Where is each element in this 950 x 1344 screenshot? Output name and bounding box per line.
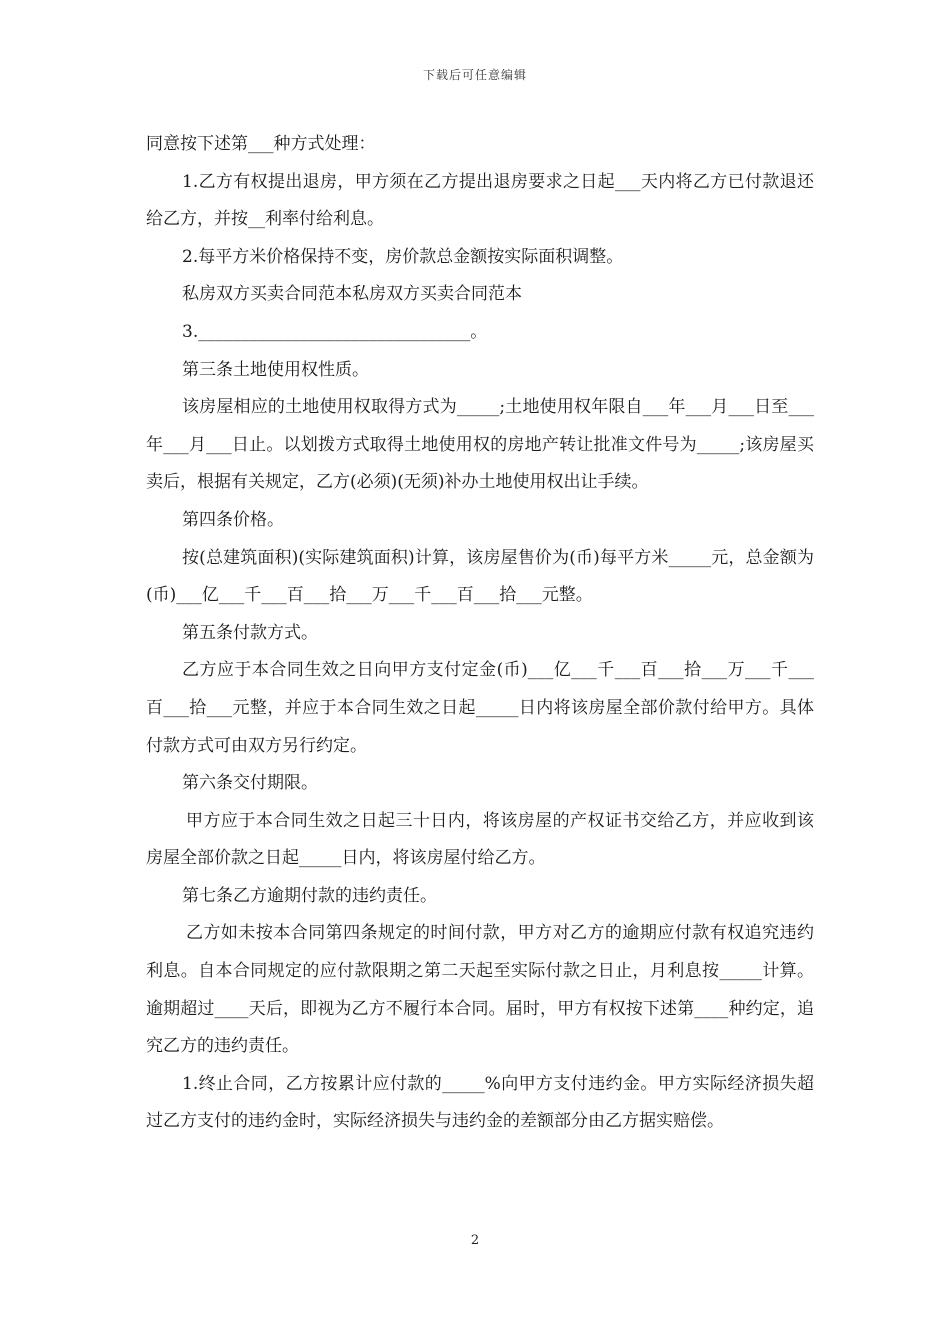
article-3-heading: 第三条土地使用权性质。	[182, 359, 369, 380]
document-body	[146, 126, 814, 1141]
article-7-heading: 第七条乙方逾期付款的违约责任。	[182, 885, 437, 906]
article-6-body: 甲方应于本合同生效之日起三十日内，将该房屋的产权证书交给乙方，并应收到该房屋全部价款之日起_____日内，将该房屋付给乙方。	[146, 810, 814, 869]
article-4-heading: 第四条价格。	[182, 509, 284, 530]
paragraph-option-price-adjust: 2.每平方米价格保持不变，房价款总金额按实际面积调整。	[182, 246, 624, 267]
page-header-note: 下载后可任意编辑	[422, 68, 527, 82]
page-number: 2	[470, 1233, 480, 1248]
article-5-body: 乙方应于本合同生效之日向甲方支付定金(币)___亿___千___百___拾___万___千___百___拾___元整，并应于本合同生效之日起_____日内将该房屋全部价款付给甲方。具体付款方式可由双方另行约定。	[146, 660, 814, 756]
article-5-heading: 第五条付款方式。	[182, 622, 318, 643]
article-6-heading: 第六条交付期限。	[182, 773, 318, 794]
article-7-option-terminate: 1.终止合同，乙方按累计应付款的_____%向甲方支付违约金。甲方实际经济损失超过乙方支付的违约金时，实际经济损失与违约金的差额部分由乙方据实赔偿。	[146, 1073, 814, 1132]
article-7-body: 乙方如未按本合同第四条规定的时间付款，甲方对乙方的逾期应付款有权追究违约利息。自本合同规定的应付款限期之第二天起至实际付款之日止，月利息按_____计算。逾期超过____天后，即视为乙方不履行本合同。届时，甲方有权按下述第____种约定，追究乙方的违约责任。	[146, 923, 814, 1057]
article-3-body: 该房屋相应的土地使用权取得方式为_____;土地使用权年限自___年___月___日至___年___月___日止。以划拨方式取得土地使用权的房地产转让批准文件号为_____;该房屋买卖后，根据有关规定，乙方(必须)(无须)补办土地使用权出让手续。	[146, 397, 814, 493]
paragraph-option-refund: 1.乙方有权提出退房，甲方须在乙方提出退房要求之日起___天内将乙方已付款退还给乙方，并按__利率付给利息。	[146, 171, 814, 230]
paragraph-option-other: 3.________________________________。	[182, 321, 488, 342]
article-4-body: 按(总建筑面积)(实际建筑面积)计算，该房屋售价为(币)每平方米_____元，总金额为(币)___亿___千___百___拾___万___千___百___拾___元整。	[146, 547, 814, 606]
paragraph-template-title: 私房双方买卖合同范本私房双方买卖合同范本	[182, 284, 522, 305]
paragraph-disposal-method: 同意按下述第___种方式处理：	[146, 134, 376, 154]
